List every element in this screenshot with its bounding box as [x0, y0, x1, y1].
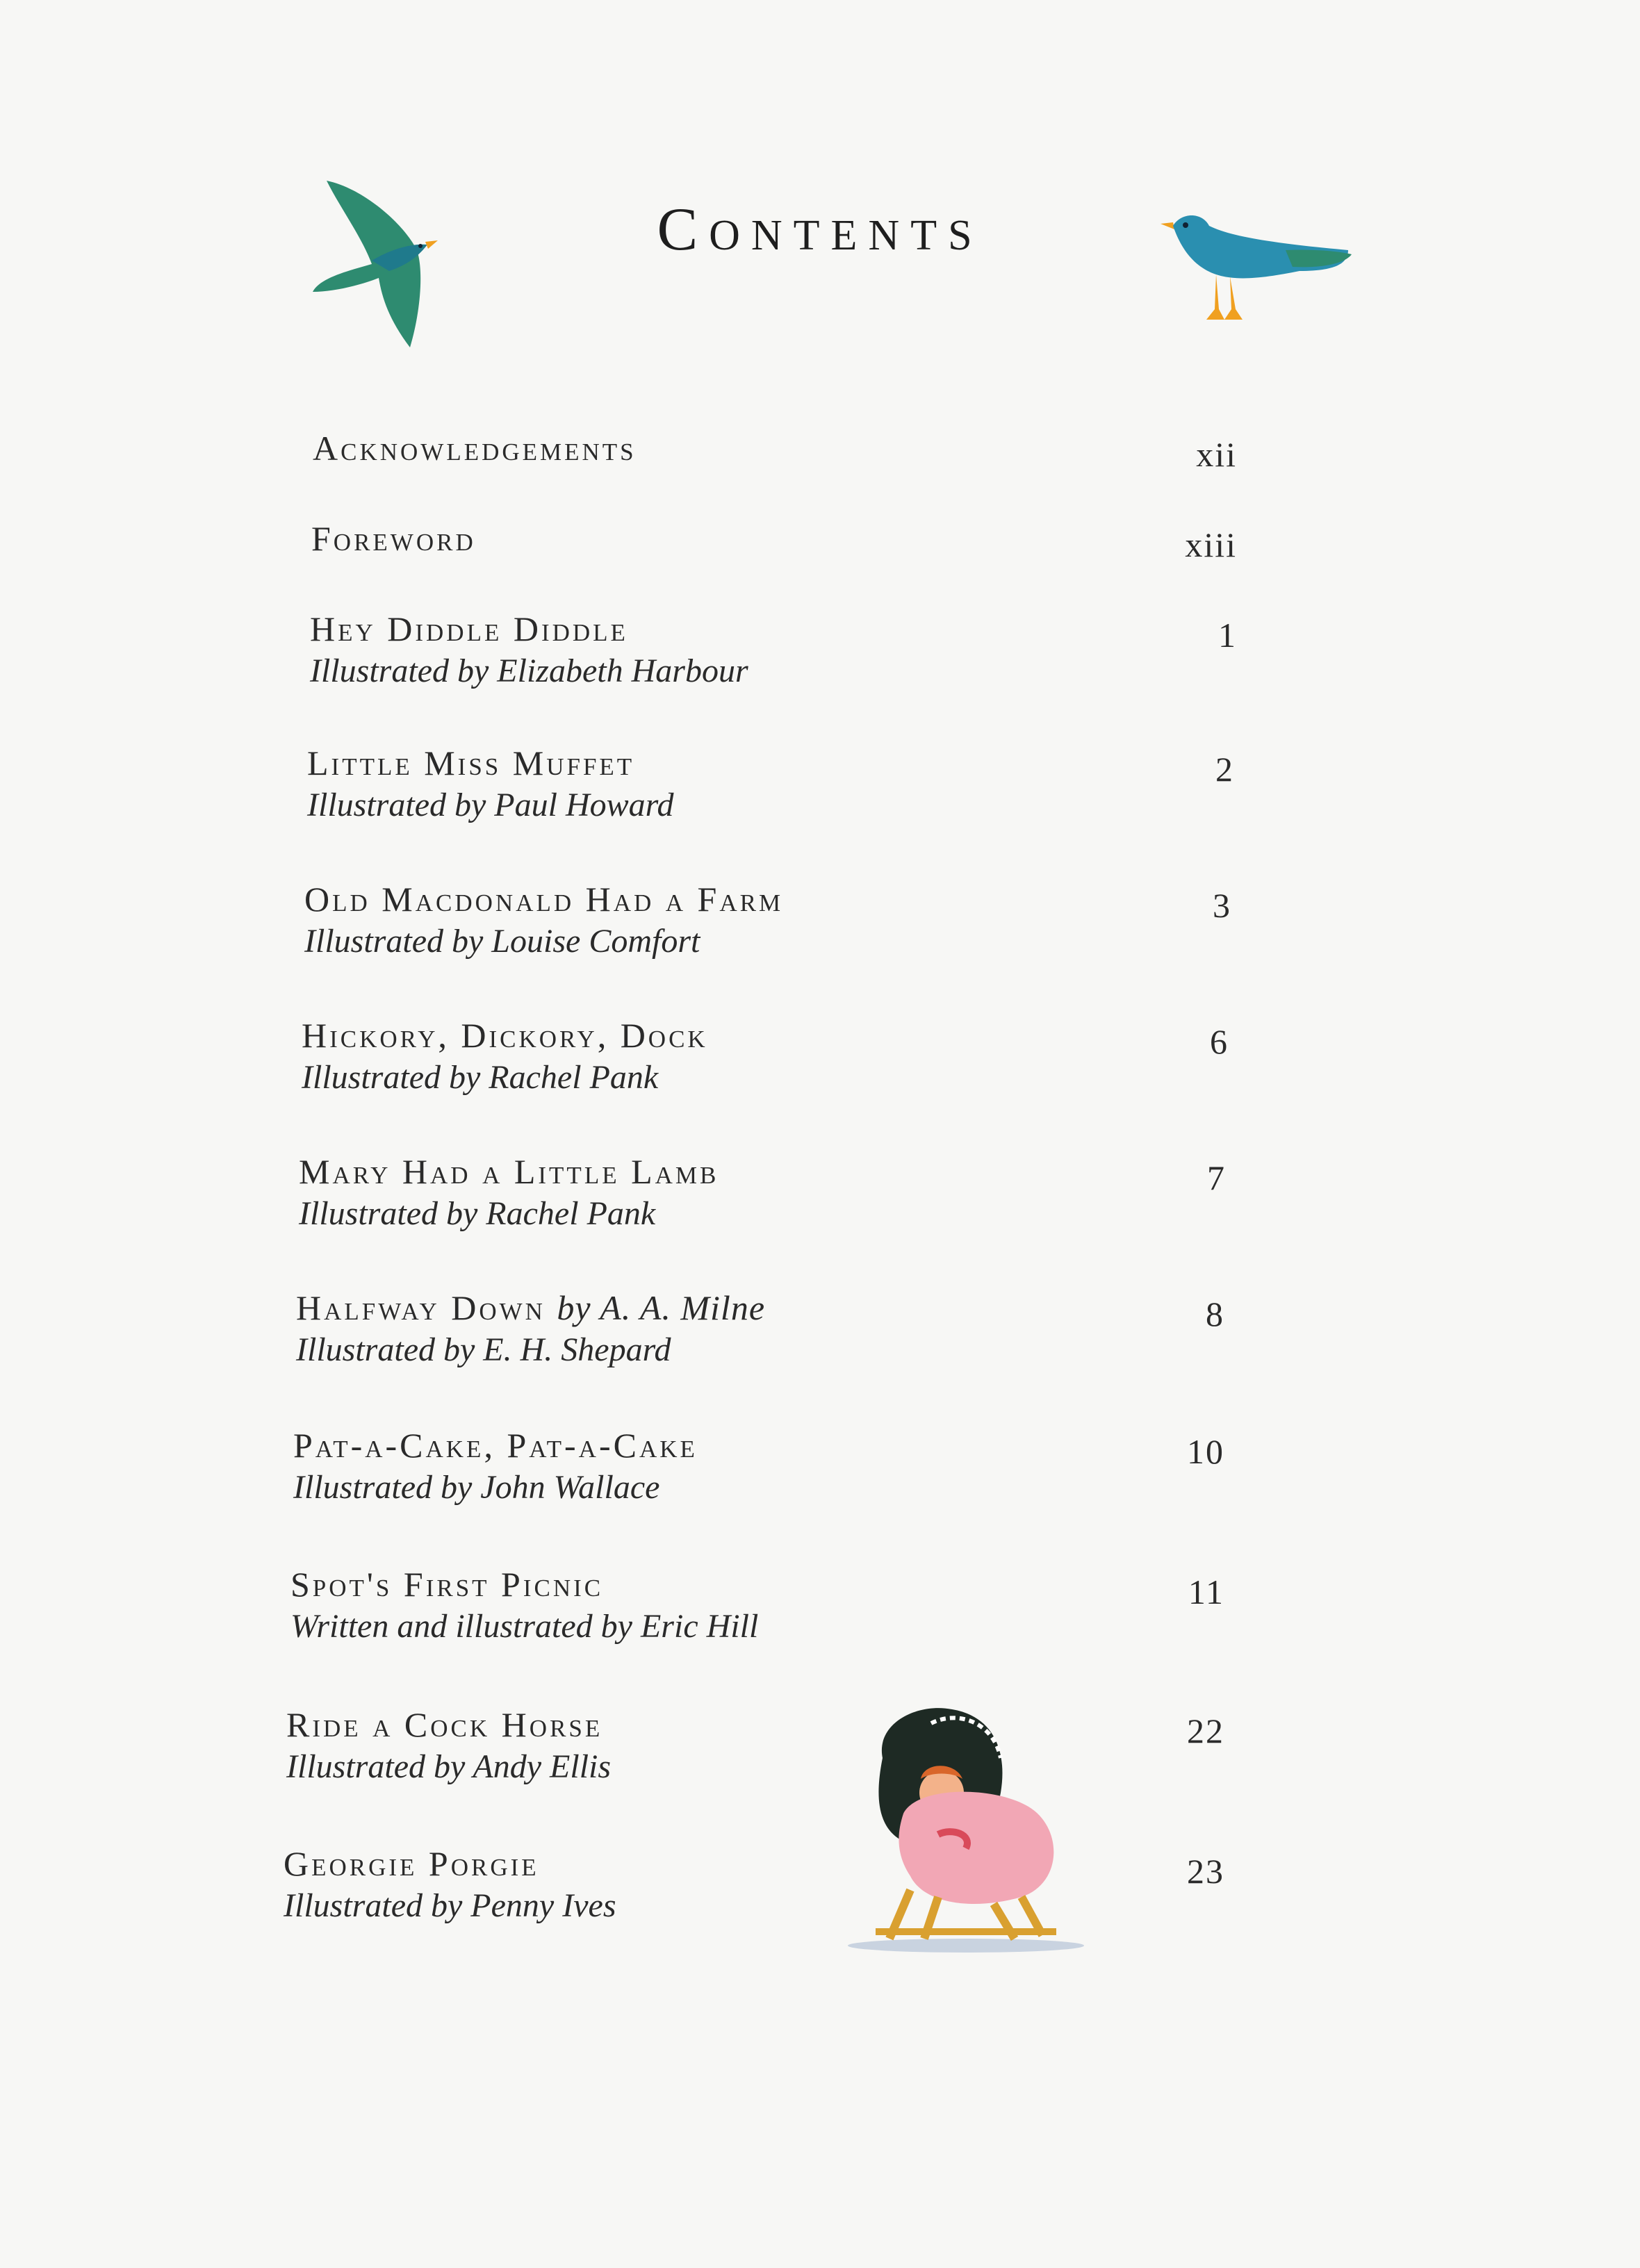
- entry-title-text: Georgie Porgie: [284, 1844, 539, 1883]
- entry-page-number: xiii: [1185, 525, 1237, 564]
- entry-credit: Illustrated by Paul Howard: [307, 787, 674, 823]
- entry-page-number: 1: [1218, 616, 1237, 655]
- entry-author: by A. A. Milne: [557, 1288, 766, 1327]
- entry-title-text: Foreword: [311, 519, 476, 558]
- entry-title-text: Hey Diddle Diddle: [310, 609, 628, 648]
- entry-title-text: Ride a Cock Horse: [286, 1705, 603, 1744]
- rocking-horse-child-illustration: [834, 1695, 1098, 1959]
- entry-title-text: Hickory, Dickory, Dock: [302, 1016, 708, 1055]
- entry-credit: Illustrated by Elizabeth Harbour: [310, 652, 748, 689]
- entry-credit: Illustrated by Louise Comfort: [304, 923, 700, 960]
- standing-bird-icon: [1161, 208, 1355, 334]
- entry-page-number: xii: [1196, 435, 1237, 474]
- entry-credit: Illustrated by E. H. Shepard: [296, 1331, 671, 1368]
- page-title: Contents: [657, 196, 983, 263]
- entry-title-text: Spot's First Picnic: [290, 1565, 604, 1604]
- entry-page-number: 3: [1213, 886, 1231, 925]
- entry-credit: Written and illustrated by Eric Hill: [290, 1608, 759, 1645]
- entry-title-text: Halfway Down: [296, 1288, 546, 1327]
- entry-page-number: 8: [1206, 1295, 1224, 1333]
- entry-page-number: 10: [1187, 1432, 1224, 1471]
- entry-title-text: Mary Had a Little Lamb: [299, 1152, 719, 1191]
- entry-title-text: Acknowledgements: [313, 429, 637, 468]
- entry-credit: Illustrated by Andy Ellis: [286, 1748, 612, 1785]
- entry-page-number: 2: [1215, 750, 1234, 789]
- entry-credit: Illustrated by Rachel Pank: [299, 1195, 656, 1232]
- entry-title-text: Little Miss Muffet: [307, 743, 635, 782]
- entry-page-number: 6: [1210, 1022, 1229, 1061]
- entry-title-text: Old Macdonald Had a Farm: [304, 880, 784, 919]
- entry-title-text: Pat-a-Cake, Pat-a-Cake: [293, 1426, 698, 1465]
- entry-credit: Illustrated by Penny Ives: [284, 1887, 616, 1924]
- entry-page-number: 7: [1207, 1158, 1226, 1197]
- entry-page-number: 11: [1188, 1572, 1224, 1611]
- entry-credit: Illustrated by John Wallace: [293, 1469, 660, 1506]
- entry-page-number: 22: [1187, 1711, 1224, 1750]
- entry-credit: Illustrated by Rachel Pank: [302, 1059, 659, 1096]
- entry-page-number: 23: [1187, 1852, 1224, 1891]
